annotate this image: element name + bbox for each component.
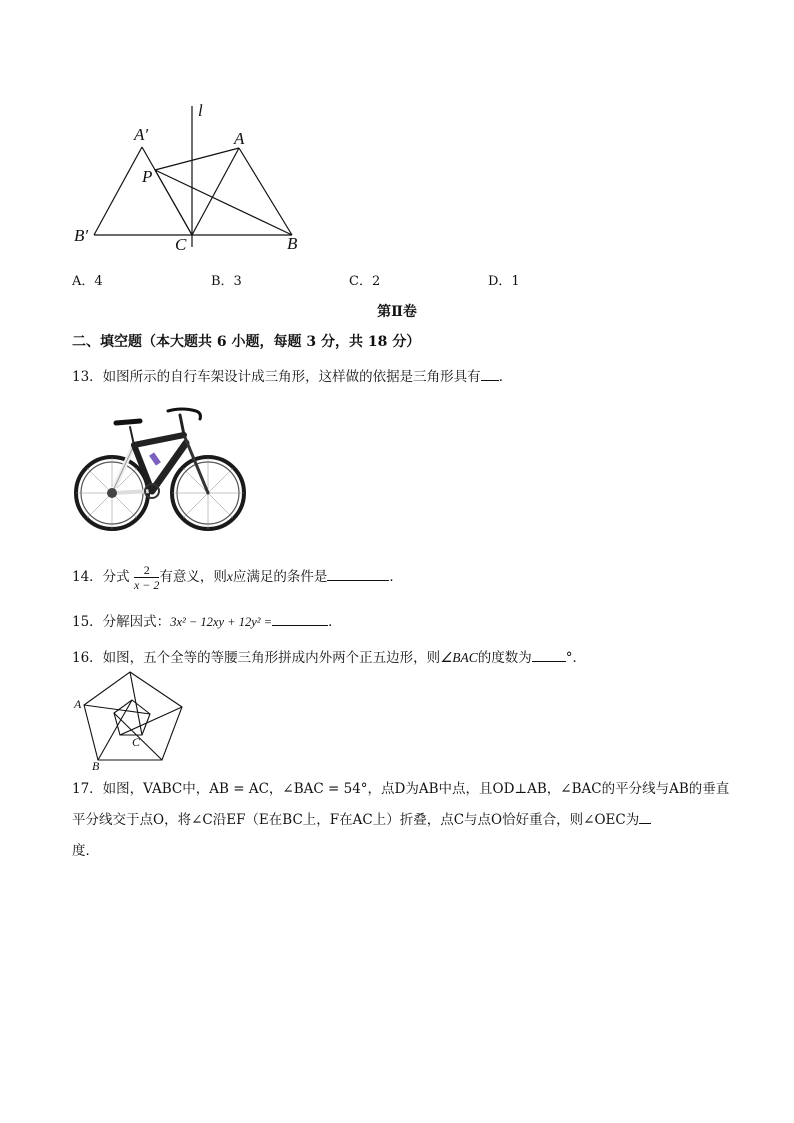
question-13-text: 13．如图所示的自行车架设计成三角形，这样做的依据是三角形具有 bbox=[72, 369, 481, 385]
pentagon-label-b: B bbox=[92, 759, 100, 772]
option-c: C．2 bbox=[349, 274, 381, 289]
option-b: B．3 bbox=[211, 274, 242, 289]
question-17 bbox=[72, 774, 732, 867]
question-15 bbox=[72, 610, 342, 630]
fraction-numerator: 2 bbox=[134, 563, 159, 578]
answer-blank-16 bbox=[532, 649, 566, 662]
bicycle-image bbox=[72, 393, 247, 545]
answer-blank-14 bbox=[327, 568, 389, 581]
segment-p-c bbox=[155, 170, 192, 235]
pentagon-label-c: C bbox=[132, 735, 141, 749]
angle-bac: ∠BAC bbox=[440, 650, 478, 665]
segment-p-b bbox=[155, 170, 292, 235]
question-17-text: 17．如图，VABC中，AB = AC，∠BAC = 54°，点D为AB中点，且OD⊥AB，∠BAC的平分线与AB的垂直平分线交于点O，将∠C沿EF（E在BC上，F在AC上）折叠，点C与点O恰好重合，则∠OEC为 bbox=[72, 781, 730, 828]
question-13 bbox=[72, 365, 512, 385]
pentagon-figure bbox=[70, 668, 190, 772]
label-c: C bbox=[175, 235, 187, 254]
question-13-end: ． bbox=[498, 369, 513, 385]
question-14 bbox=[72, 563, 403, 592]
label-a-prime: A′ bbox=[134, 125, 149, 144]
pentagon-label-a: A bbox=[74, 697, 82, 711]
volume-title: 第Ⅱ卷 bbox=[377, 304, 417, 320]
label-a: A bbox=[234, 129, 245, 148]
question-15-end: ． bbox=[328, 614, 342, 630]
answer-blank-13 bbox=[481, 368, 499, 381]
question-15-prefix: 15．分解因式： bbox=[72, 614, 171, 630]
option-a: A．4 bbox=[72, 274, 103, 289]
label-l: l bbox=[198, 101, 203, 120]
label-b: B bbox=[287, 234, 298, 253]
question-16-end: °． bbox=[565, 650, 587, 666]
question-16 bbox=[72, 646, 586, 666]
label-p: P bbox=[142, 167, 153, 186]
section-title: 二、填空题（本大题共 6 小题，每题 3 分，共 18 分） bbox=[72, 334, 421, 350]
label-b-prime: B′ bbox=[74, 226, 89, 245]
variable-x: x bbox=[226, 569, 233, 584]
factor-expression: 3x² − 12xy + 12y² = bbox=[170, 615, 273, 629]
question-14-end: ． bbox=[389, 569, 403, 585]
geometry-figure-triangles bbox=[66, 92, 316, 262]
answer-blank-15 bbox=[272, 613, 328, 626]
question-14-prefix: 14．分式 bbox=[72, 569, 130, 585]
fraction-2-over-x-minus-2 bbox=[134, 563, 159, 592]
segment-p-a bbox=[155, 148, 239, 170]
answer-blank-17 bbox=[639, 811, 651, 824]
question-14-middle: 有意义，则 bbox=[159, 569, 227, 585]
question-16-text: 16．如图，五个全等的等腰三角形拼成内外两个正五边形，则 bbox=[72, 650, 441, 666]
segment-b-prime-a-prime bbox=[94, 147, 142, 235]
question-16-middle: 的度数为 bbox=[477, 650, 532, 666]
question-17-end: 度． bbox=[72, 843, 99, 859]
question-14-suffix: 应满足的条件是 bbox=[232, 569, 328, 585]
option-d: D．1 bbox=[488, 274, 520, 289]
fraction-denominator: x − 2 bbox=[133, 578, 160, 592]
